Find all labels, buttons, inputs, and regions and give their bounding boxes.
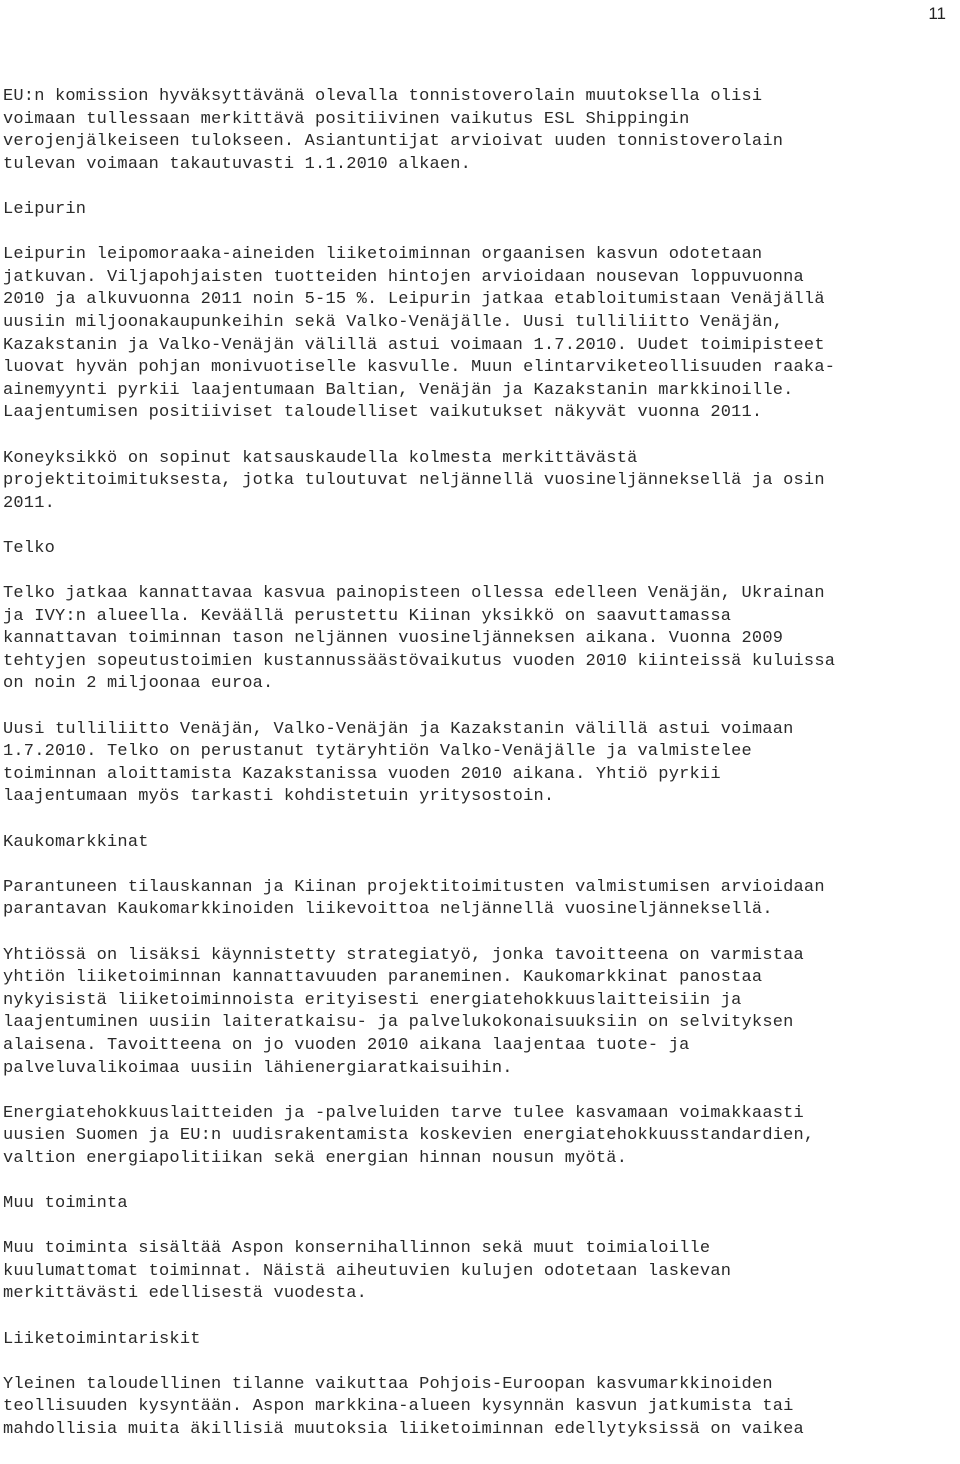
text-line: 2010 ja alkuvuonna 2011 noin 5-15 %. Leipurin jatkaa etabloitumistaan Venäjällä bbox=[3, 290, 825, 310]
text-line: 1.7.2010. Telko on perustanut tytäryhtiön Valko-Venäjälle ja valmistelee bbox=[3, 742, 752, 762]
text-line: uusiin miljoonakaupunkeihin sekä Valko-Venäjälle. Uusi tulliliitto Venäjän, bbox=[3, 312, 784, 332]
text-line: Energiatehokkuuslaitteiden ja -palveluiden tarve tulee kasvamaan voimakkaasti bbox=[3, 1103, 804, 1123]
text-line: Telko jatkaa kannattavaa kasvua painopisteen ollessa edelleen Venäjän, Ukrainan bbox=[3, 584, 825, 604]
text-line: Kaukomarkkinat bbox=[3, 832, 149, 852]
text-line: laajentuminen uusiin laiteratkaisu- ja palvelukokonaisuuksiin on selvityksen bbox=[3, 1013, 794, 1033]
text-line: voimaan tullessaan merkittävä positiivinen vaikutus ESL Shippingin bbox=[3, 109, 690, 129]
text-line: toiminnan aloittamista Kazakstanissa vuoden 2010 aikana. Yhtiö pyrkii bbox=[3, 764, 721, 784]
section-heading bbox=[3, 199, 958, 222]
paragraph bbox=[3, 719, 958, 809]
text-line: ja IVY:n alueella. Keväällä perustettu Kiinan yksikkö on saavuttamassa bbox=[3, 606, 732, 626]
text-line: valtion energiapolitiikan sekä energian hinnan nousun myötä. bbox=[3, 1148, 628, 1168]
text-line: uusien Suomen ja EU:n uudisrakentamista koskevien energiatehokkuusstandardien, bbox=[3, 1126, 815, 1146]
text-line: projektitoimituksesta, jotka tuloutuvat neljännellä vuosineljänneksellä ja osin bbox=[3, 471, 825, 491]
paragraph bbox=[3, 1103, 958, 1171]
text-line: merkittävästi edellisestä vuodesta. bbox=[3, 1284, 368, 1304]
paragraph bbox=[3, 448, 958, 516]
section-heading bbox=[3, 538, 958, 561]
text-line: Uusi tulliliitto Venäjän, Valko-Venäjän ja Kazakstanin välillä astui voimaan bbox=[3, 719, 794, 739]
text-line: Muu toiminta bbox=[3, 1194, 128, 1214]
text-line: 2011. bbox=[3, 493, 56, 513]
text-line: ainemyynti pyrkii laajentumaan Baltian, Venäjän ja Kazakstanin markkinoille. bbox=[3, 380, 794, 400]
text-line: laajentumaan myös tarkasti kohdistetuin yritysostoin. bbox=[3, 787, 555, 807]
paragraph bbox=[3, 244, 958, 425]
text-line: Yleinen taloudellinen tilanne vaikuttaa Pohjois-Euroopan kasvumarkkinoiden bbox=[3, 1374, 773, 1394]
text-line: Liiketoimintariskit bbox=[3, 1329, 201, 1349]
text-line: Telko bbox=[3, 538, 56, 558]
text-line: kannattavan toiminnan tason neljännen vuosineljänneksen aikana. Vuonna 2009 bbox=[3, 629, 784, 649]
page-number: 11 bbox=[928, 4, 946, 23]
text-line: Yhtiössä on lisäksi käynnistetty strategiatyö, jonka tavoitteena on varmistaa bbox=[3, 945, 804, 965]
text-line: Leipurin bbox=[3, 199, 87, 219]
text-line: teollisuuden kysyntään. Aspon markkina-alueen kysynnän kasvun jatkumista tai bbox=[3, 1397, 794, 1417]
text-line: Parantuneen tilauskannan ja Kiinan projektitoimitusten valmistumisen arvioidaan bbox=[3, 877, 825, 897]
text-line: palveluvalikoimaa uusiin lähienergiaratkaisuihin. bbox=[3, 1058, 513, 1078]
text-line: parantavan Kaukomarkkinoiden liikevoittoa neljännellä vuosineljänneksellä. bbox=[3, 900, 773, 920]
document-body bbox=[3, 86, 958, 1464]
text-line: nykyisistä liiketoiminnoista erityisesti energiatehokkuuslaitteisiin ja bbox=[3, 990, 742, 1010]
paragraph bbox=[3, 945, 958, 1081]
text-line: on noin 2 miljoonaa euroa. bbox=[3, 674, 274, 694]
text-line: verojenjälkeiseen tulokseen. Asiantuntijat arvioivat uuden tonnistoverolain bbox=[3, 132, 784, 152]
text-line: alaisena. Tavoitteena on jo vuoden 2010 aikana laajentaa tuote- ja bbox=[3, 1035, 690, 1055]
section-heading bbox=[3, 832, 958, 855]
text-line: Kazakstanin ja Valko-Venäjän välillä astui voimaan 1.7.2010. Uudet toimipisteet bbox=[3, 335, 825, 355]
paragraph bbox=[3, 583, 958, 696]
paragraph bbox=[3, 877, 958, 922]
text-line: jatkuvan. Viljapohjaisten tuotteiden hintojen arvioidaan nousevan loppuvuonna bbox=[3, 267, 804, 287]
text-line: Muu toiminta sisältää Aspon konsernihallinnon sekä muut toimialoille bbox=[3, 1239, 711, 1259]
paragraph bbox=[3, 1238, 958, 1306]
text-line: Leipurin leipomoraaka-aineiden liiketoiminnan orgaanisen kasvun odotetaan bbox=[3, 245, 763, 265]
text-line: kuulumattomat toiminnat. Näistä aiheutuvien kulujen odotetaan laskevan bbox=[3, 1261, 732, 1281]
text-line: tulevan voimaan takautuvasti 1.1.2010 alkaen. bbox=[3, 154, 472, 174]
section-heading bbox=[3, 1329, 958, 1352]
section-heading bbox=[3, 1193, 958, 1216]
text-line: Koneyksikkö on sopinut katsauskaudella kolmesta merkittävästä bbox=[3, 448, 638, 468]
text-line: mahdollisia muita äkillisiä muutoksia liiketoiminnan edellytyksissä on vaikea bbox=[3, 1420, 804, 1440]
text-line: yhtiön liiketoiminnan kannattavuuden paraneminen. Kaukomarkkinat panostaa bbox=[3, 968, 763, 988]
paragraph bbox=[3, 86, 958, 176]
text-line: luovat hyvän pohjan monivuotiselle kasvulle. Muun elintarviketeollisuuden raaka- bbox=[3, 358, 836, 378]
text-line: Laajentumisen positiiviset taloudelliset vaikutukset näkyvät vuonna 2011. bbox=[3, 403, 763, 423]
paragraph bbox=[3, 1374, 958, 1442]
text-line: tehtyjen sopeutustoimien kustannussäästövaikutus vuoden 2010 kiinteissä kuluissa bbox=[3, 651, 836, 671]
text-line: EU:n komission hyväksyttävänä olevalla tonnistoverolain muutoksella olisi bbox=[3, 87, 763, 106]
